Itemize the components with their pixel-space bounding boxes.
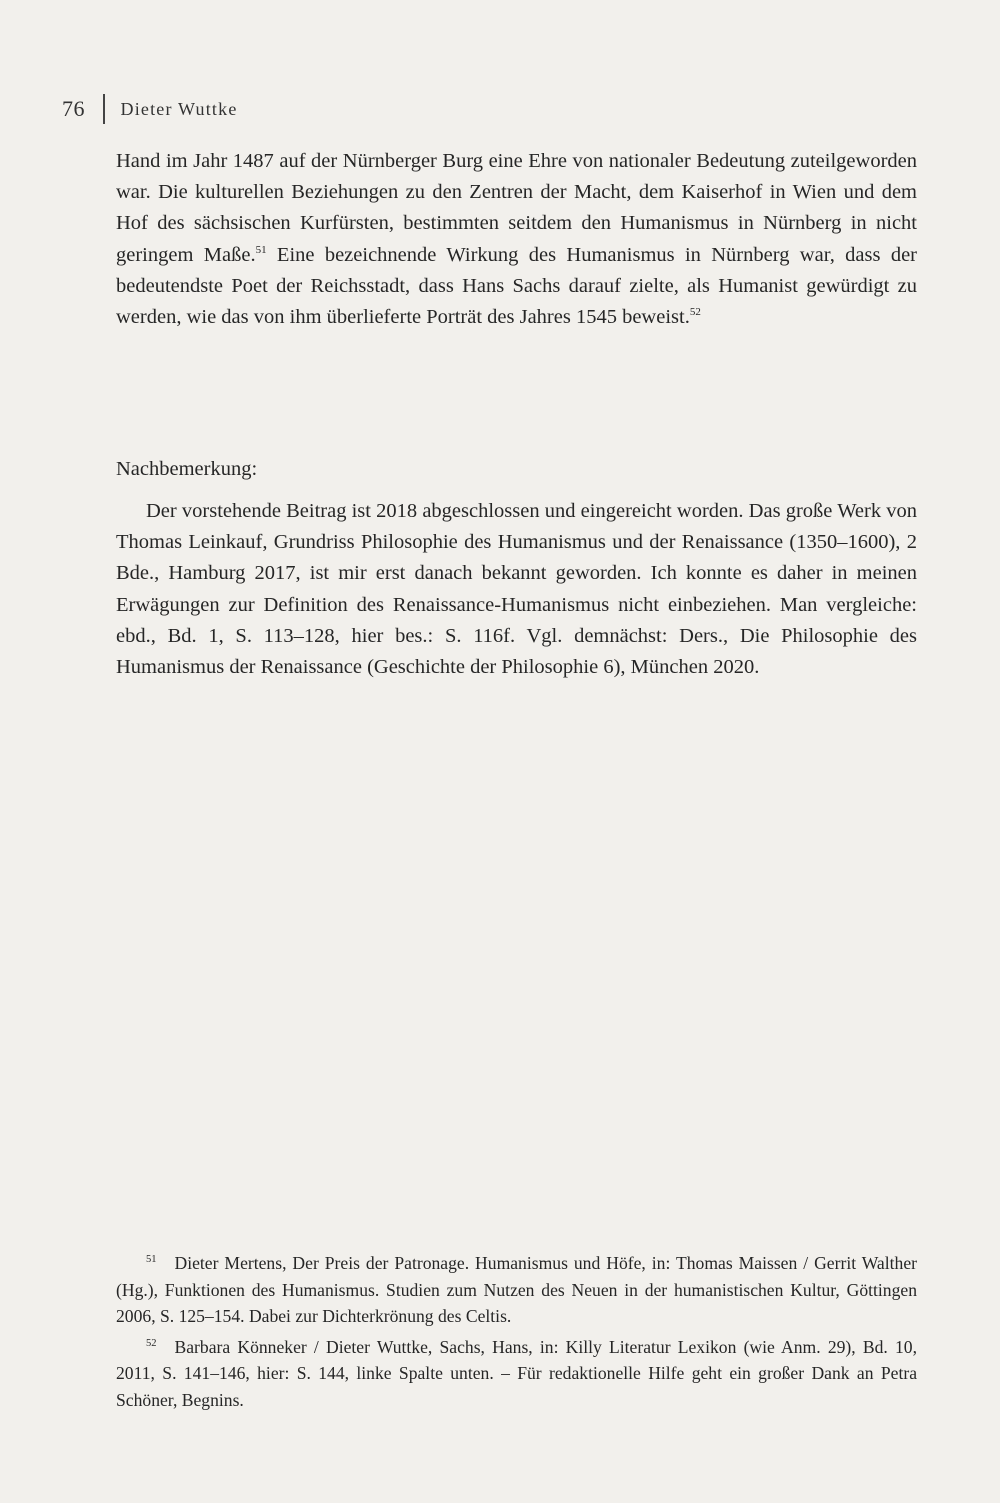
- running-head-rule: [103, 94, 105, 124]
- footnote-text: Dieter Mertens, Der Preis der Patronage. Humanismus und Höfe, in: Thomas Maissen / Gerrit Walther (Hg.), Funktionen des Humanismus. Studien zum Nutzen des Neuen in der humanistischen Kultur, Göttingen 2006, S. 125–154. Dabei zur Dichterkrönung des Celtis.: [116, 1253, 917, 1326]
- footnote-52: [116, 1334, 917, 1414]
- section-heading-nachbemerkung: Nachbemerkung:: [116, 458, 258, 480]
- page-number: 76: [62, 96, 85, 121]
- paragraph-nachbemerkung: Der vorstehende Beitrag ist 2018 abgeschlossen und eingereicht worden. Das große Werk von Thomas Leinkauf, Grundriss Philosophie des Humanismus und der Renaissance (1350–1600), 2 Bde., Hamburg 2017, ist mir erst danach bekannt geworden. Ich konnte es daher in meinen Erwägungen zur Definition des Renaissance-Humanismus nicht einbeziehen. Man vergleiche: ebd., Bd. 1, S. 113–128, hier bes.: S. 116f. Vgl. demnächst: Ders., Die Philosophie des Humanismus der Renaissance (Geschichte der Philosophie 6), München 2020.: [116, 500, 917, 679]
- footnote-ref-52[interactable]: 52: [689, 306, 701, 319]
- footnote-ref-51[interactable]: 51: [255, 243, 267, 256]
- footnotes: [116, 1250, 917, 1417]
- paragraph-1-text-a: Hand im Jahr 1487 auf der Nürnberger Burg eine Ehre von nationaler Bedeutung zuteilgeworden war. Die kulturellen Beziehungen zu den Zentren der Macht, dem Kaiserhof in Wien und dem Hof des sächsischen Kurfürsten, bestimmten seitdem den Humanismus in Nürnberg in nicht geringem Maße.: [116, 150, 917, 266]
- paragraph-humanism-nuremberg: [116, 146, 917, 333]
- footnote-51: [116, 1250, 917, 1330]
- footnote-text: Barbara Könneker / Dieter Wuttke, Sachs, Hans, in: Killy Literatur Lexikon (wie Anm. 29), Bd. 10, 2011, S. 141–146, hier: S. 144, linke Spalte unten. – Für redaktionelle Hilfe geht ein großer Dank an Petra Schöner, Begnins.: [116, 1336, 917, 1410]
- footnote-number: 51: [146, 1254, 157, 1265]
- running-head-author: Dieter Wuttke: [120, 98, 238, 119]
- paragraph-1-text-b: Eine bezeichnende Wirkung des Humanismus in Nürnberg war, dass der bedeutendste Poet der Reichsstadt, dass Hans Sachs darauf zielte, als Humanist gewürdigt zu werden, wie das von ihm überlieferte Porträt des Jahres 1545 beweist.: [116, 243, 917, 329]
- footnote-number: 52: [146, 1337, 157, 1349]
- running-head: [62, 92, 238, 126]
